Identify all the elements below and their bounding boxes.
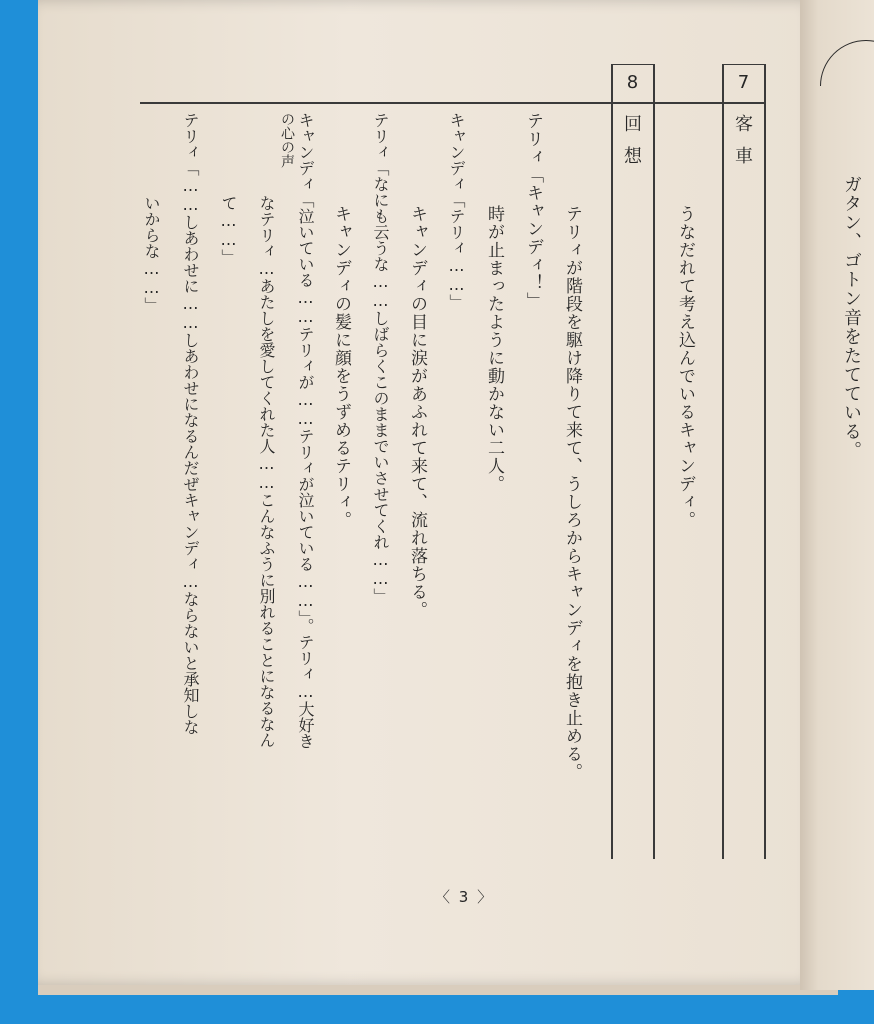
next-page-strip — [800, 0, 874, 990]
scene-7-rule-right — [764, 64, 766, 859]
scene-7-rule-left — [722, 64, 724, 859]
scene-8-line-2: テリィ「キャンディ！」 — [523, 112, 543, 310]
scene-8-speaker-note: の心の声 — [279, 112, 295, 168]
page-edge — [38, 985, 838, 995]
scene-8-rule-right — [653, 64, 655, 859]
scene-8-line-9: なテリィ…あたしを愛してくれた人……こんなふうに別れることになるなん — [257, 195, 276, 748]
scene-8-line-3: 時が止まったように動かない二人。 — [484, 205, 504, 493]
page-number: 〈 3 〉 — [435, 888, 495, 906]
scene-8-line-12: いからな……」 — [142, 195, 161, 313]
scene-8-line-11: テリィ「……しあわせに……しあわせになるんだぜキャンディ…ならないと承知しな — [181, 112, 200, 735]
scene-8-line-4: キャンディ「テリィ……」 — [447, 112, 466, 310]
scene-7-title: 客車 — [732, 114, 753, 178]
pen-arc-mark — [820, 40, 874, 132]
scene-7-direction: うなだれて考え込んでいるキャンディ。 — [675, 205, 695, 529]
scene-8-line-1: テリィが階段を駆け降りて来て、うしろからキャンディを抱き止める。 — [562, 205, 582, 781]
scene-8-line-7: キャンディの髪に顔をうずめるテリィ。 — [331, 205, 351, 529]
header-rule — [140, 102, 765, 104]
scene-8-line-5: キャンディの目に涙があふれて来て、流れ落ちる。 — [407, 205, 427, 619]
script-page — [38, 0, 818, 985]
scene-8-line-10: て……」 — [219, 195, 238, 265]
scene-8-rule-left — [611, 64, 613, 859]
next-page-direction: ガタン、ゴトン音をたてている。 — [841, 175, 862, 460]
scene-8-number: 8 — [622, 72, 643, 94]
scene-8-line-6: テリィ「なにも云うな……しばらくこのままでいさせてくれ……」 — [371, 112, 390, 604]
scene-7-number: 7 — [733, 72, 754, 94]
scene-8-line-8: キャンディ「泣いている……テリィが……テリィが泣いている……」。テリィ…大好き — [296, 112, 315, 749]
scene-8-title: 回想 — [621, 114, 642, 178]
